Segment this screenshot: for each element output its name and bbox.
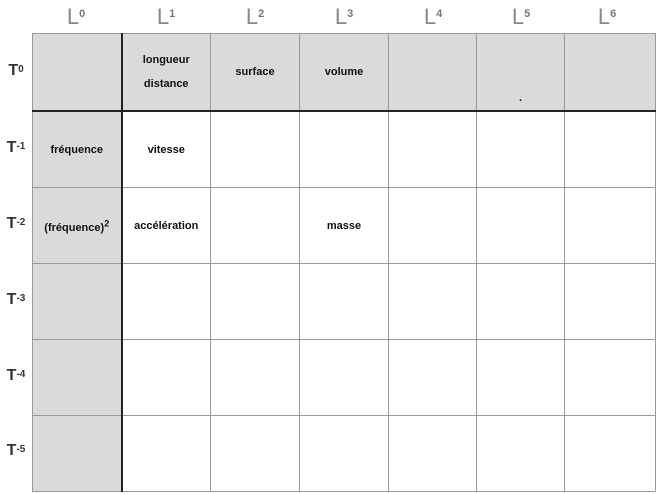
column-header-base: L (511, 4, 525, 29)
grid-cell (477, 340, 565, 416)
cell-label-masse: masse (326, 219, 362, 232)
row-header-exponent: -1 (16, 140, 26, 152)
grid-cell (211, 34, 300, 112)
grid-cell (565, 340, 656, 416)
column-header-l0 (32, 2, 120, 32)
column-header-l5 (477, 2, 565, 32)
column-header-base: L (334, 4, 348, 29)
cell-mark-dot: . (518, 92, 523, 104)
grid-cell (389, 416, 477, 492)
column-header-exponent: 5 (524, 8, 531, 20)
grid-row-t-3 (33, 264, 656, 340)
grid-row-t-4 (33, 340, 656, 416)
row-header-base: T (6, 442, 17, 459)
grid-cell (211, 340, 300, 416)
grid-cell (477, 264, 565, 340)
grid-cell (122, 188, 211, 264)
grid-cell (389, 111, 477, 188)
column-header-base: L (423, 4, 437, 29)
column-header-base: L (597, 4, 611, 29)
cell-label-frequence-squared (44, 218, 110, 234)
grid-cell (389, 188, 477, 264)
column-header-base: L (156, 4, 170, 29)
column-header-l1 (122, 2, 210, 32)
cell-label-distance: distance (143, 78, 189, 90)
grid-cell (122, 34, 211, 112)
column-header-l6 (563, 2, 651, 32)
row-header-base: T (6, 367, 17, 384)
grid-cell (33, 340, 122, 416)
grid-cell (477, 188, 565, 264)
grid-cell (33, 188, 122, 264)
row-header-exponent: -4 (16, 368, 26, 380)
row-header-exponent: -3 (16, 292, 26, 304)
row-header-exponent: -2 (16, 216, 26, 228)
grid-cell (300, 188, 389, 264)
grid-cell (122, 111, 211, 188)
cell-label-acceleration: accélération (134, 219, 199, 232)
grid-cell (211, 264, 300, 340)
column-header-base: L (245, 4, 259, 29)
grid-cell (33, 111, 122, 188)
column-header-exponent: 3 (347, 8, 354, 20)
dimension-grid (32, 33, 656, 492)
cell-label-surface: surface (235, 66, 275, 78)
grid-cell (122, 340, 211, 416)
cell-label-volume: volume (324, 66, 364, 78)
row-header-t-3 (0, 262, 32, 338)
column-header-l2 (211, 2, 299, 32)
grid-cell (300, 416, 389, 492)
cell-label-vitesse: vitesse (147, 143, 185, 156)
grid-cell (300, 34, 389, 112)
grid-cell (389, 264, 477, 340)
row-header-exponent: -5 (16, 443, 26, 455)
grid-cell (33, 416, 122, 492)
grid-cell (477, 34, 565, 112)
row-header-t-4 (0, 338, 32, 414)
grid-cell (211, 416, 300, 492)
column-header-exponent: 1 (169, 8, 176, 20)
cell-label-base: (fréquence) (44, 221, 105, 234)
grid-cell (33, 34, 122, 112)
grid-cell (300, 264, 389, 340)
grid-cell (300, 340, 389, 416)
cell-label-longueur: longueur (142, 54, 190, 66)
column-header-exponent: 0 (79, 8, 86, 20)
grid-row-t-2 (33, 188, 656, 264)
row-header-t0 (0, 33, 32, 109)
row-header-t-5 (0, 413, 32, 489)
row-header-exponent: 0 (18, 63, 24, 75)
grid-cell (300, 111, 389, 188)
column-header-l3 (300, 2, 388, 32)
grid-cell (122, 264, 211, 340)
grid-cell (477, 111, 565, 188)
grid-cell (565, 34, 656, 112)
grid-cell (211, 188, 300, 264)
row-header-base: T (6, 215, 17, 232)
grid-cell (565, 416, 656, 492)
cell-label-exponent: 2 (104, 218, 110, 229)
column-header-exponent: 6 (610, 8, 617, 20)
grid-cell (565, 264, 656, 340)
grid-cell (389, 34, 477, 112)
grid-cell (565, 111, 656, 188)
grid-row-t-1 (33, 111, 656, 188)
column-header-exponent: 2 (258, 8, 265, 20)
grid-row-t-5 (33, 416, 656, 492)
grid-cell (211, 111, 300, 188)
grid-cell (565, 188, 656, 264)
column-header-l4 (389, 2, 477, 32)
grid-cell (122, 416, 211, 492)
column-header-exponent: 4 (436, 8, 443, 20)
grid-row-t0 (33, 34, 656, 112)
row-header-t-2 (0, 186, 32, 262)
row-header-base: T (6, 291, 17, 308)
column-header-base: L (66, 4, 80, 29)
grid-cell (33, 264, 122, 340)
row-header-t-1 (0, 110, 32, 186)
row-header-base: T (6, 139, 17, 156)
cell-label-frequence: fréquence (50, 143, 104, 156)
grid-cell (477, 416, 565, 492)
grid-cell (389, 340, 477, 416)
row-header-base: T (8, 62, 19, 79)
